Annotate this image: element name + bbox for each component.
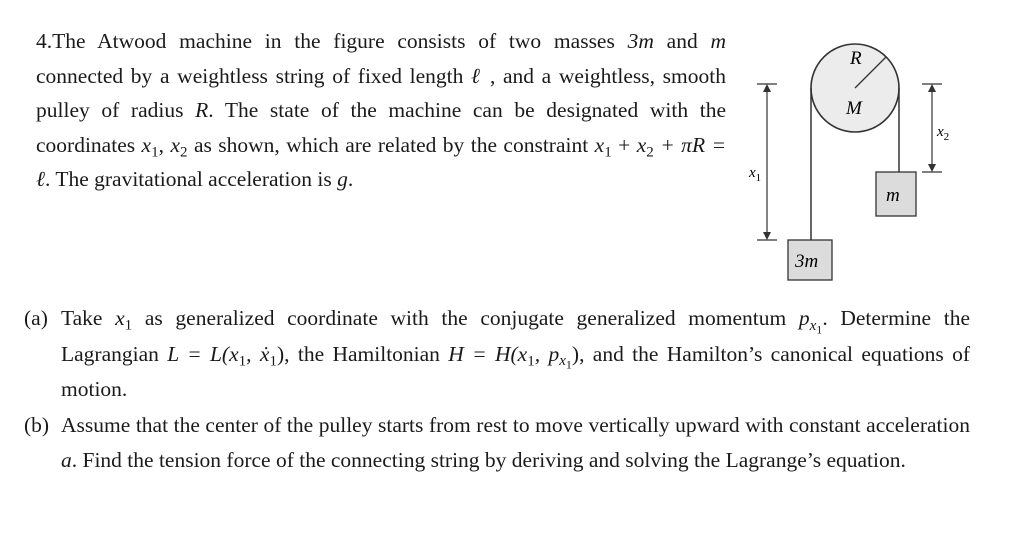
part-b-text: Assume that the center of the pulley starts from rest to move vertically upward with constant acceleration a. Find the tension force of the connecting string by deriving and solving the Lagrange’s equation.	[61, 412, 970, 472]
x1-label: $x_1$	[749, 165, 762, 184]
left-mass-label: 3m	[795, 251, 819, 272]
atwood-machine-figure	[745, 20, 970, 288]
part-b	[24, 408, 970, 479]
problem-intro: 4.The Atwood machine in the figure consists of two masses 3m and m connected by a weightless string of fixed length ℓ , and a weightless, smooth pulley of radius R. The state of the machine can be designated with the coordinates $x_1$, $x_2$ as shown, which are related by the constraint $x_1 + x_2 + \pi R$ = ℓ. The gravitational acceleration is g.	[36, 29, 727, 191]
part-a-label: (a)	[24, 306, 48, 330]
problem-statement	[36, 24, 726, 197]
pulley-mass-label: M	[846, 98, 862, 119]
part-b-label: (b)	[24, 412, 50, 437]
sub-questions	[24, 301, 970, 479]
x2-label: $x_2$	[937, 124, 950, 143]
right-mass-label: m	[886, 185, 900, 206]
part-a-text: Take $x_1$ as generalized coordinate with the conjugate generalized momentum $p_{x_1}$. Determine the Lagrangian $L = L(x_1$, ẋ$_1$), the Hamiltonian $H = H(x_1$, $p_{x_1}$), and the Hamilton’s canonical equations of motion.	[61, 306, 970, 401]
part-a	[24, 301, 970, 408]
pulley-radius-label: R	[850, 48, 862, 69]
